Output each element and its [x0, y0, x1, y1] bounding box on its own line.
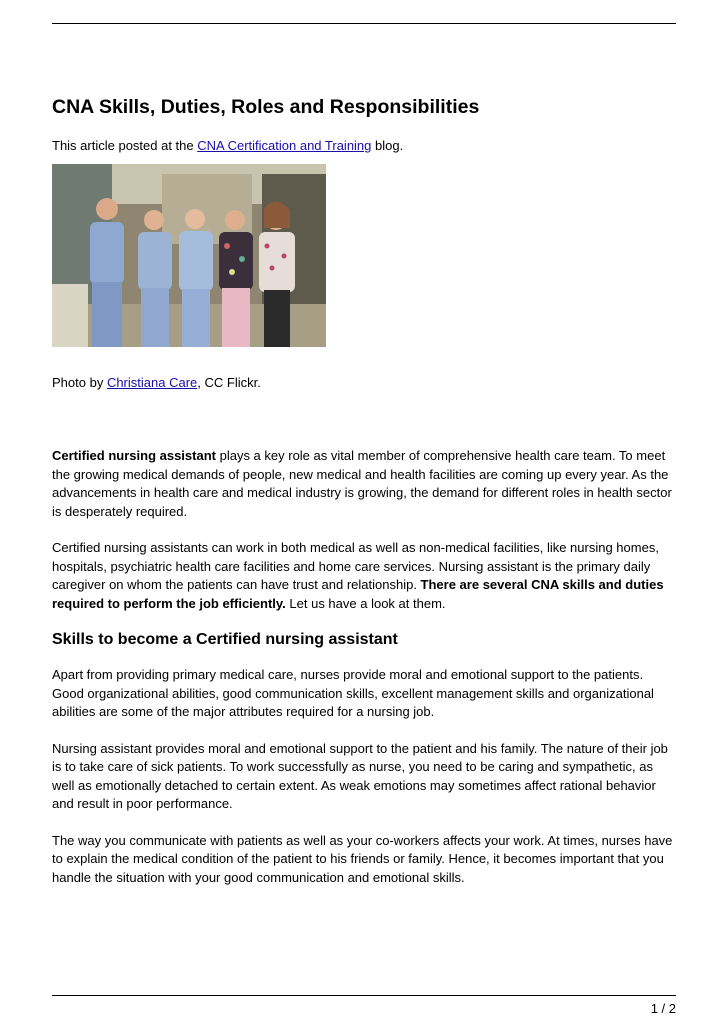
header-rule — [52, 23, 676, 24]
paragraph-facilities: Certified nursing assistants can work in both medical as well as non-medical facilities, like nursing homes, hospitals, psychiatric health care facilities and home care services. Nursing assistant is the primary daily caregiver on whom the patients can have trust and relationship. There are several CNA skills and duties required to perform the job efficiently. Let us have a look at them. — [52, 540, 664, 611]
photo-credit-link[interactable]: Christiana Care — [106, 374, 198, 390]
photo-credit: Photo by Christiana Care, CC Flickr. — [52, 374, 261, 390]
page-number: 1 / 2 — [650, 1001, 676, 1016]
article-title: CNA Skills, Duties, Roles and Responsibilities — [52, 96, 480, 118]
paragraph-support: Nursing assistant provides moral and emotional support to the patient and his family. The nature of their job is to take care of sick patients. To work successfully as nurse, you need to be caring and sympathetic, as well as emotionally detached to certain extent. As weak emotions may sometimes affect rational behavior and result in poor performance. — [52, 740, 668, 811]
nurses-photo — [52, 164, 326, 347]
nurses-photo-illustration — [52, 164, 326, 347]
footer-rule — [52, 995, 676, 996]
paragraph-intro: Certified nursing assistant plays a key role as vital member of comprehensive health care team. To meet the growing medical demands of people, new medical and health facilities are coming up every year. As the advancements in health care and medical industry is growing, the demand for different roles in health sector is desperately required. — [52, 448, 672, 519]
article — [52, 95, 676, 887]
blog-link[interactable]: CNA Certification and Training — [197, 138, 372, 153]
section-heading: Skills to become a Certified nursing assistant — [52, 631, 398, 648]
article-byline: This article posted at the CNA Certification and Training blog. — [52, 138, 404, 153]
paragraph-communication: The way you communicate with patients as well as your co-workers affects your work. At times, nurses have to explain the medical condition of the patient to his friends or family. Hence, it becomes important that you handle the situation with your good communication and emotional skills. — [52, 832, 673, 885]
paragraph-skills: Apart from providing primary medical care, nurses provide moral and emotional support to the patients. Good organizational abilities, good communication skills, excellent management skills and organizational abilities are some of the major attributes required for a nursing job. — [52, 667, 654, 719]
